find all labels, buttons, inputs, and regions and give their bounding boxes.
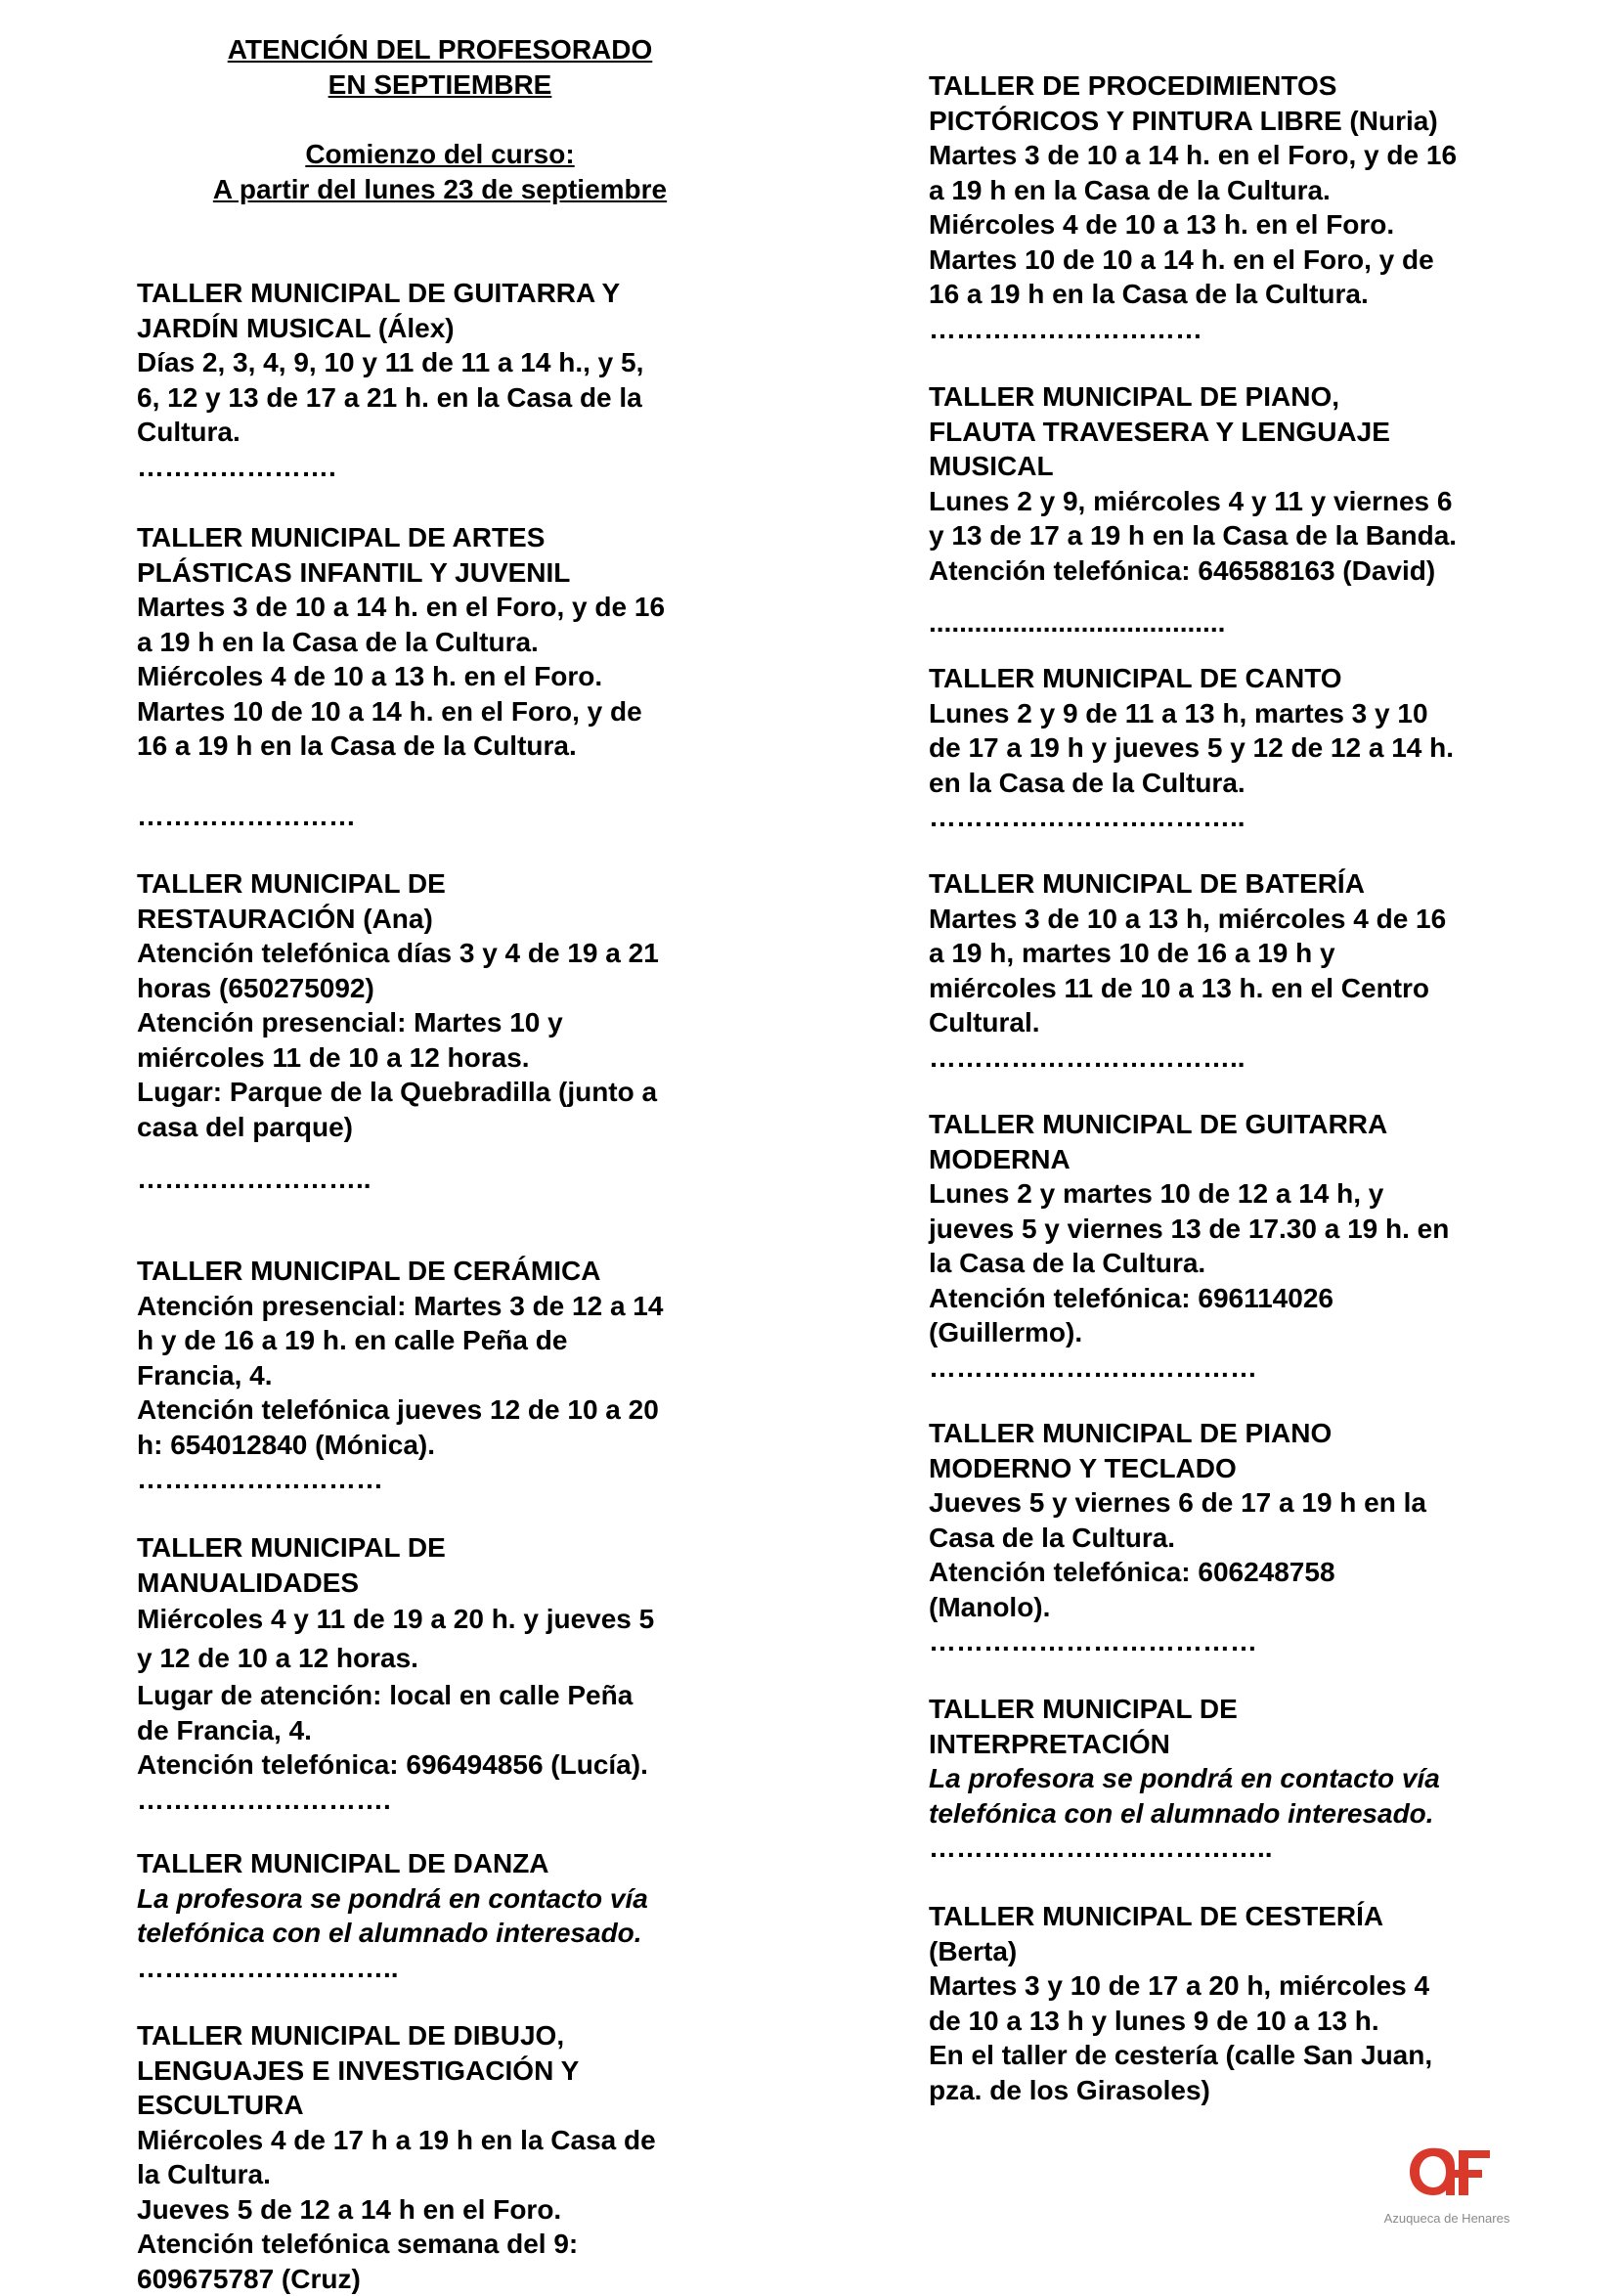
- section-line: Atención presencial: Martes 10 y: [137, 1005, 743, 1040]
- section-line: Lunes 2 y 9, miércoles 4 y 11 y viernes 6: [929, 484, 1535, 519]
- section-line: Cultural.: [929, 1005, 1535, 1040]
- section-line: Atención telefónica días 3 y 4 de 19 a 21: [137, 936, 743, 971]
- section-title: TALLER MUNICIPAL DE CANTO: [929, 661, 1535, 696]
- section-restauracion: [137, 866, 743, 1197]
- section-note: La profesora se pondrá en contacto vía: [929, 1761, 1535, 1796]
- section-title: MANUALIDADES: [137, 1566, 743, 1601]
- section-line: Miércoles 4 y 11 de 19 a 20 h. y jueves 5: [137, 1600, 743, 1639]
- section-line: Miércoles 4 de 10 a 13 h. en el Foro.: [929, 207, 1535, 243]
- section-line: Miércoles 4 de 17 h a 19 h en la Casa de: [137, 2123, 743, 2158]
- section-line: a 19 h, martes 10 de 16 a 19 h y: [929, 936, 1535, 971]
- section-title: TALLER MUNICIPAL DE: [137, 866, 743, 902]
- separator: …………………………: [929, 312, 1535, 347]
- section-title: PICTÓRICOS Y PINTURA LIBRE (Nuria): [929, 104, 1535, 139]
- course-start-date: A partir del lunes 23 de septiembre: [137, 172, 743, 207]
- section-line: la Cultura.: [137, 2157, 743, 2192]
- section-line: Jueves 5 y viernes 6 de 17 a 19 h en la: [929, 1485, 1535, 1521]
- section-piano-flauta: [929, 379, 1535, 640]
- municipality-logo: [1369, 2137, 1525, 2225]
- section-line: de 10 a 13 h y lunes 9 de 10 a 13 h.: [929, 2004, 1535, 2039]
- section-title: MUSICAL: [929, 449, 1535, 484]
- separator: ………………………: [137, 1462, 743, 1497]
- section-line: Días 2, 3, 4, 9, 10 y 11 de 11 a 14 h., y 5,: [137, 345, 743, 380]
- section-line: Martes 3 de 10 a 13 h, miércoles 4 de 16: [929, 902, 1535, 937]
- section-title: TALLER MUNICIPAL DE CESTERÍA: [929, 1899, 1535, 1934]
- heading-line: ATENCIÓN DEL PROFESORADO: [137, 32, 743, 67]
- section-line: 609675787 (Cruz): [137, 2262, 743, 2296]
- section-line: Atención presencial: Martes 3 de 12 a 14: [137, 1289, 743, 1324]
- heading-line: EN SEPTIEMBRE: [137, 67, 743, 103]
- section-title: TALLER MUNICIPAL DE GUITARRA: [929, 1107, 1535, 1142]
- section-title: TALLER DE PROCEDIMIENTOS: [929, 68, 1535, 104]
- section-note: telefónica con el alumnado interesado.: [929, 1796, 1535, 1832]
- section-line: Miércoles 4 de 10 a 13 h. en el Foro.: [137, 659, 743, 694]
- section-title: LENGUAJES E INVESTIGACIÓN Y: [137, 2053, 743, 2089]
- section-title: TALLER MUNICIPAL DE BATERÍA: [929, 866, 1535, 902]
- section-line: Atención telefónica: 606248758: [929, 1555, 1535, 1590]
- section-artes-plasticas: [137, 520, 743, 833]
- section-title: MODERNA: [929, 1142, 1535, 1177]
- section-line: de 17 a 19 h y jueves 5 y 12 de 12 a 14 h.: [929, 730, 1535, 766]
- section-line: a 19 h en la Casa de la Cultura.: [137, 625, 743, 660]
- section-line: horas (650275092): [137, 971, 743, 1006]
- section-line: pza. de los Girasoles): [929, 2073, 1535, 2108]
- section-dibujo: [137, 2018, 743, 2296]
- section-title: RESTAURACIÓN (Ana): [137, 902, 743, 937]
- section-piano-moderno: [929, 1416, 1535, 1659]
- section-line: y 13 de 17 a 19 h en la Casa de la Banda.: [929, 518, 1535, 553]
- section-title: JARDÍN MUSICAL (Álex): [137, 311, 743, 346]
- section-line: casa del parque): [137, 1110, 743, 1145]
- separator: ……………………………..: [929, 1040, 1535, 1076]
- section-line: y 12 de 10 a 12 horas.: [137, 1639, 743, 1678]
- section-line: miércoles 11 de 10 a 12 horas.: [137, 1040, 743, 1076]
- section-title: FLAUTA TRAVESERA Y LENGUAJE: [929, 415, 1535, 450]
- section-note: La profesora se pondrá en contacto vía: [137, 1881, 743, 1917]
- section-line: Lugar: Parque de la Quebradilla (junto a: [137, 1075, 743, 1110]
- section-title: INTERPRETACIÓN: [929, 1727, 1535, 1762]
- section-line: Atención telefónica: 646588163 (David): [929, 553, 1535, 589]
- section-line: miércoles 11 de 10 a 13 h. en el Centro: [929, 971, 1535, 1006]
- section-line: Martes 3 de 10 a 14 h. en el Foro, y de 16: [929, 138, 1535, 173]
- section-ceramica: [137, 1254, 743, 1497]
- section-line: En el taller de cestería (calle San Juan,: [929, 2038, 1535, 2073]
- section-line: Martes 3 y 10 de 17 a 20 h, miércoles 4: [929, 1968, 1535, 2004]
- section-line: Lugar de atención: local en calle Peña: [137, 1678, 743, 1713]
- separator: ……………………: [137, 799, 743, 834]
- section-canto: [929, 661, 1535, 835]
- section-line: (Manolo).: [929, 1590, 1535, 1625]
- section-line: Atención telefónica semana del 9:: [137, 2227, 743, 2262]
- section-bateria: [929, 866, 1535, 1075]
- section-pictoricos: [929, 68, 1535, 346]
- page-heading: [137, 32, 743, 206]
- section-line: a 19 h en la Casa de la Cultura.: [929, 173, 1535, 208]
- section-line: h: 654012840 (Mónica).: [137, 1428, 743, 1463]
- separator: ……………………………..: [929, 800, 1535, 835]
- section-title: TALLER MUNICIPAL DE PIANO,: [929, 379, 1535, 415]
- section-title: TALLER MUNICIPAL DE DANZA: [137, 1846, 743, 1881]
- section-title: TALLER MUNICIPAL DE GUITARRA Y: [137, 276, 743, 311]
- separator: ……………………..: [137, 1162, 743, 1197]
- section-title: ESCULTURA: [137, 2088, 743, 2123]
- section-title: TALLER MUNICIPAL DE: [137, 1530, 743, 1566]
- azuqueca-logo-icon: [1369, 2137, 1525, 2211]
- section-line: en la Casa de la Cultura.: [929, 766, 1535, 801]
- section-line: Casa de la Cultura.: [929, 1521, 1535, 1556]
- section-note: telefónica con el alumnado interesado.: [137, 1916, 743, 1951]
- section-cesteria: [929, 1899, 1535, 2107]
- section-line: h y de 16 a 19 h. en calle Peña de: [137, 1323, 743, 1358]
- separator: ………………………………: [929, 1624, 1535, 1659]
- section-title: PLÁSTICAS INFANTIL Y JUVENIL: [137, 555, 743, 591]
- separator: ………………………………: [929, 1350, 1535, 1386]
- section-guitarra-moderna: [929, 1107, 1535, 1385]
- section-line: Atención telefónica: 696494856 (Lucía).: [137, 1747, 743, 1783]
- section-line: 16 a 19 h en la Casa de la Cultura.: [929, 277, 1535, 312]
- section-line: Lunes 2 y martes 10 de 12 a 14 h, y: [929, 1176, 1535, 1212]
- logo-caption: Azuqueca de Henares: [1369, 2211, 1525, 2227]
- section-guitarra-jardin: [137, 276, 743, 484]
- section-title: TALLER MUNICIPAL DE ARTES: [137, 520, 743, 555]
- section-line: Atención telefónica jueves 12 de 10 a 20: [137, 1392, 743, 1428]
- separator: ………………………..: [137, 1951, 743, 1986]
- section-line: Lunes 2 y 9 de 11 a 13 h, martes 3 y 10: [929, 696, 1535, 731]
- section-line: (Guillermo).: [929, 1315, 1535, 1350]
- section-line: Atención telefónica: 696114026: [929, 1281, 1535, 1316]
- separator: ……………………….: [137, 1783, 743, 1818]
- section-interpretacion: [929, 1692, 1535, 1866]
- separator: .......................................: [929, 605, 1535, 640]
- separator: ………………….: [137, 450, 743, 485]
- section-line: jueves 5 y viernes 13 de 17.30 a 19 h. en: [929, 1212, 1535, 1247]
- section-title: TALLER MUNICIPAL DE PIANO: [929, 1416, 1535, 1451]
- section-line: Martes 10 de 10 a 14 h. en el Foro, y de: [137, 694, 743, 729]
- section-line: Francia, 4.: [137, 1358, 743, 1393]
- section-line: Martes 3 de 10 a 14 h. en el Foro, y de 16: [137, 590, 743, 625]
- separator: ………………………………..: [929, 1831, 1535, 1866]
- section-line: Martes 10 de 10 a 14 h. en el Foro, y de: [929, 243, 1535, 278]
- section-title: TALLER MUNICIPAL DE: [929, 1692, 1535, 1727]
- section-line: de Francia, 4.: [137, 1713, 743, 1748]
- section-line: 6, 12 y 13 de 17 a 21 h. en la Casa de la: [137, 380, 743, 416]
- section-title: (Berta): [929, 1934, 1535, 1969]
- section-line: 16 a 19 h en la Casa de la Cultura.: [137, 729, 743, 764]
- course-start-label: Comienzo del curso:: [137, 137, 743, 172]
- section-line: Jueves 5 de 12 a 14 h en el Foro.: [137, 2192, 743, 2228]
- section-title: TALLER MUNICIPAL DE DIBUJO,: [137, 2018, 743, 2053]
- section-title: MODERNO Y TECLADO: [929, 1451, 1535, 1486]
- section-danza: [137, 1846, 743, 1985]
- section-title: TALLER MUNICIPAL DE CERÁMICA: [137, 1254, 743, 1289]
- section-line: Cultura.: [137, 415, 743, 450]
- section-manualidades: [137, 1530, 743, 1817]
- section-line: la Casa de la Cultura.: [929, 1246, 1535, 1281]
